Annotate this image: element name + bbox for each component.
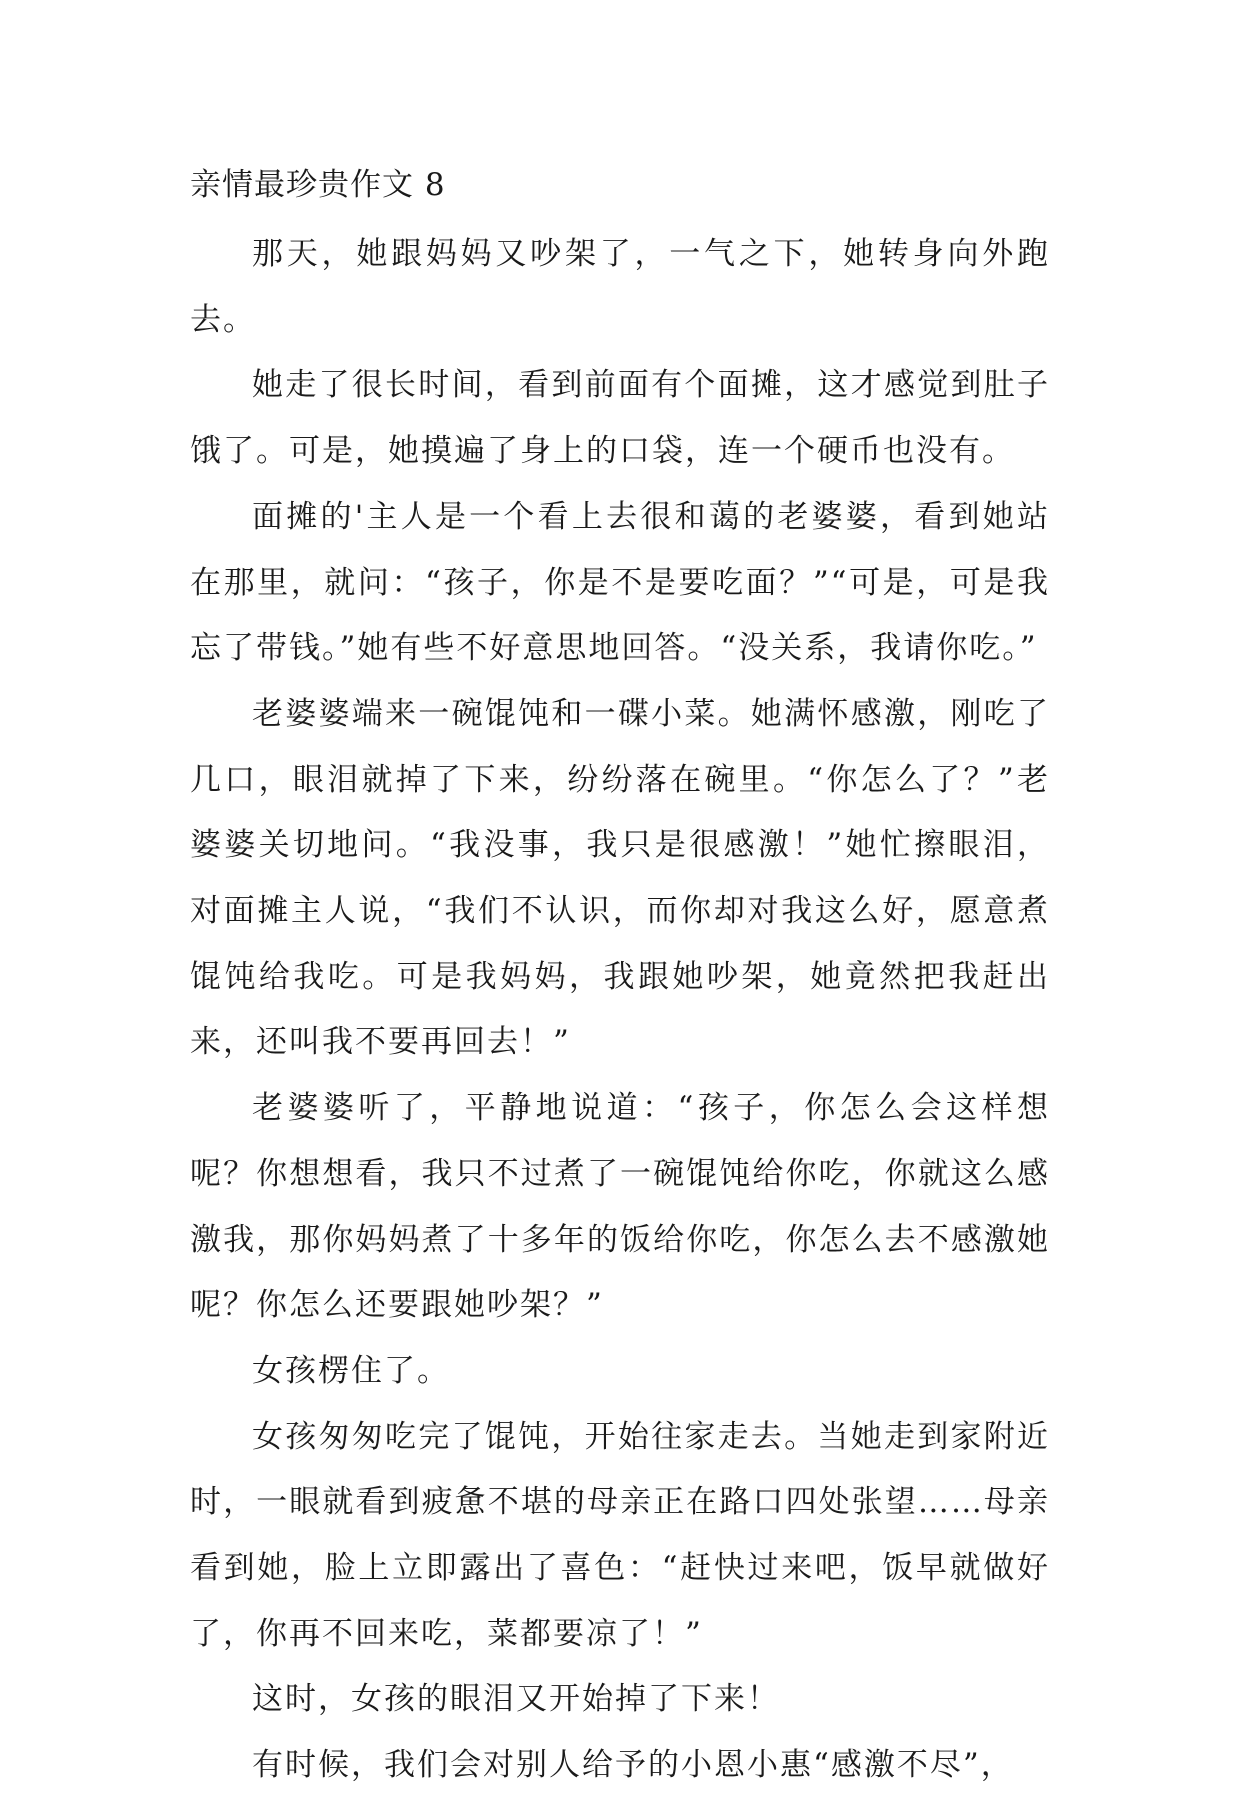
paragraph: 面摊的'主人是一个看上去很和蔼的老婆婆，看到她站在那里，就问：“孩子，你是不是要吃面？”“可是，可是我忘了带钱。”她有些不好意思地回答。“没关系，我请你吃。” [190, 498, 1050, 667]
paragraph: 那天，她跟妈妈又吵架了，一气之下，她转身向外跑去。 [190, 236, 1050, 338]
paragraph: 老婆婆听了，平静地说道：“孩子，你怎么会这样想呢？你想想看，我只不过煮了一碗馄饨给你吃，你就这么感激我，那你妈妈煮了十多年的饭给你吃，你怎么去不感激她呢？你怎么还要跟她吵架？” [190, 1090, 1050, 1324]
document-title: 亲情最珍贵作文 8 [190, 167, 446, 203]
paragraph: 女孩楞住了。 [252, 1352, 450, 1389]
paragraph: 这时，女孩的眼泪又开始掉了下来！ [252, 1681, 780, 1718]
paragraph: 女孩匆匆吃完了馄饨，开始往家走去。当她走到家附近时，一眼就看到疲惫不堪的母亲正在路口四处张望……母亲看到她，脸上立即露出了喜色：“赶快过来吧，饭早就做好了，你再不回来吃，菜都要凉了！” [190, 1418, 1050, 1652]
paragraph: 老婆婆端来一碗馄饨和一碟小菜。她满怀感激，刚吃了几口，眼泪就掉了下来，纷纷落在碗里。“你怎么了？”老婆婆关切地问。“我没事，我只是很感激！”她忙擦眼泪，对面摊主人说，“我们不认识，而你却对我这么好，愿意煮馄饨给我吃。可是我妈妈，我跟她吵架，她竟然把我赶出来，还叫我不要再回去！” [190, 695, 1050, 1061]
document-body [190, 222, 1050, 1799]
paragraph: 她走了很长时间，看到前面有个面摊，这才感觉到肚子饿了。可是，她摸遍了身上的口袋，连一个硬币也没有。 [190, 367, 1050, 470]
paragraph: 有时候，我们会对别人给予的小恩小惠“感激不尽”， [252, 1747, 1014, 1784]
